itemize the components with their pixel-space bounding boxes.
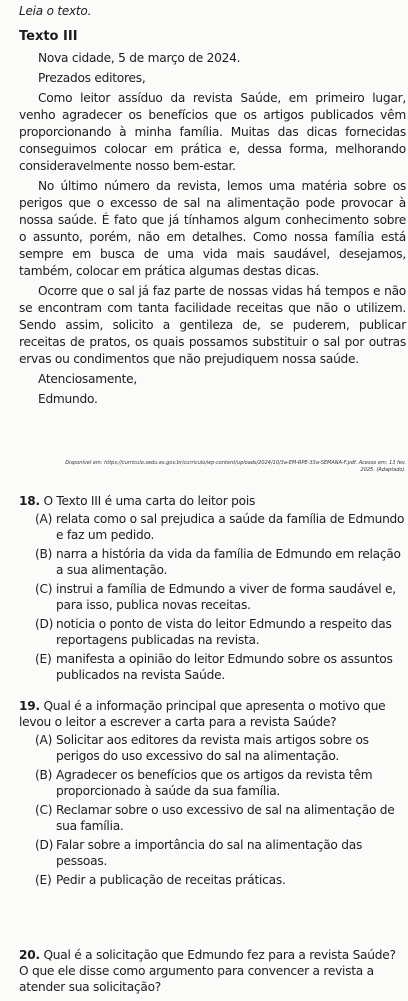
option-text: relata como o sal prejudica a saúde da família de Edmundo e faz um pedido.	[56, 512, 405, 542]
option-a[interactable]	[35, 511, 406, 543]
question-stem	[19, 493, 406, 509]
question-19	[19, 698, 406, 891]
option-text: noticia o ponto de vista do leitor Edmundo a respeito das reportagens publicadas na revista.	[56, 617, 392, 647]
option-letter: (A)	[35, 512, 53, 526]
option-text: manifesta a opinião do leitor Edmundo sobre os assuntos publicados na revista Saúde.	[56, 652, 393, 682]
letter-paragraph: Como leitor assíduo da revista Saúde, em primeiro lugar, venho agradecer os benefícios que os artigos publicados vêm proporcionando à minha família. Muitas das dicas fornecidas conseguimos colocar em prática e, dessa forma, melhorando consideravelmente nosso bem-estar.	[19, 91, 406, 173]
option-e[interactable]	[35, 872, 406, 888]
letter-paragraph: Ocorre que o sal já faz parte de nossas vidas há tempos e não se encontram com tanta facilidade receitas que não o utilizem. Sendo assim, solicito a gentileza de, se puderem, publicar receitas de pratos, os quais possamos substituir o sal por outras ervas ou condimentos que não prejudiquem nossa saúde.	[19, 284, 406, 366]
option-text: Falar sobre a importância do sal na alimentação das pessoas.	[56, 838, 363, 868]
question-number: 19.	[19, 699, 40, 713]
option-letter: (D)	[35, 838, 54, 852]
option-letter: (C)	[35, 582, 53, 596]
question-text: Qual é a informação principal que apresenta o motivo que levou o leitor a escrever a carta para a revista Saúde?	[19, 699, 386, 729]
question-18	[19, 493, 406, 686]
letter-paragraph: No último número da revista, lemos uma matéria sobre os perigos que o excesso de sal na alimentação pode provocar à nossa saúde. É fato que já tínhamos algum conhecimento sobre o assunto, porém, não em detalhes. Como nossa família está sempre em busca de uma vida mais saudável, desejamos, também, colocar em prática algumas destas dicas.	[19, 179, 406, 278]
option-a[interactable]	[35, 732, 406, 764]
option-letter: (B)	[35, 768, 53, 782]
question-number: 18.	[19, 494, 40, 508]
option-letter: (E)	[35, 652, 52, 666]
option-d[interactable]	[35, 837, 406, 869]
source-citation: Disponível em: https://curriculo.sedu.es.gov.br/curriculo/wp-content/uploads/2024/10/3a-EM-RPE-33a-SEMANA-F.pdf. Acesso em: 13 fev. 2025. (Adaptado).	[65, 460, 406, 473]
option-text: Solicitar aos editores da revista mais artigos sobre os perigos do uso excessivo do sal na alimentação.	[56, 733, 369, 763]
option-text: instrui a família de Edmundo a viver de forma saudável e, para isso, publica novas receitas.	[56, 582, 396, 612]
question-text: O Texto III é uma carta do leitor pois	[43, 494, 256, 508]
text-title: Texto III	[19, 29, 78, 44]
option-text: Agradecer os benefícios que os artigos da revista têm proporcionado à saúde da sua família.	[56, 768, 373, 798]
question-text: Qual é a solicitação que Edmundo fez para a revista Saúde? O que ele disse como argumento para convencer a revista a atender sua solicitação?	[19, 948, 396, 994]
letter-closing: Atenciosamente,	[38, 372, 137, 386]
question-number: 20.	[19, 948, 40, 962]
instruction-text: Leia o texto.	[19, 4, 92, 18]
option-text: Pedir a publicação de receitas práticas.	[56, 873, 286, 887]
option-text: Reclamar sobre o uso excessivo de sal na alimentação de sua família.	[56, 803, 395, 833]
question-stem	[19, 947, 406, 995]
option-c[interactable]	[35, 802, 406, 834]
question-20	[19, 947, 406, 997]
option-e[interactable]	[35, 651, 406, 683]
option-letter: (D)	[35, 617, 54, 631]
reader-letter	[19, 50, 406, 411]
option-c[interactable]	[35, 581, 406, 613]
option-b[interactable]	[35, 767, 406, 799]
letter-signature: Edmundo.	[38, 392, 98, 406]
option-text: narra a história da vida da família de Edmundo em relação a sua alimentação.	[56, 547, 401, 577]
letter-salutation: Prezados editores,	[38, 71, 146, 85]
letter-place-date: Nova cidade, 5 de março de 2024.	[38, 51, 241, 65]
option-letter: (B)	[35, 547, 53, 561]
option-letter: (C)	[35, 803, 53, 817]
question-stem	[19, 698, 406, 730]
option-letter: (E)	[35, 873, 52, 887]
option-b[interactable]	[35, 546, 406, 578]
option-letter: (A)	[35, 733, 53, 747]
option-d[interactable]	[35, 616, 406, 648]
